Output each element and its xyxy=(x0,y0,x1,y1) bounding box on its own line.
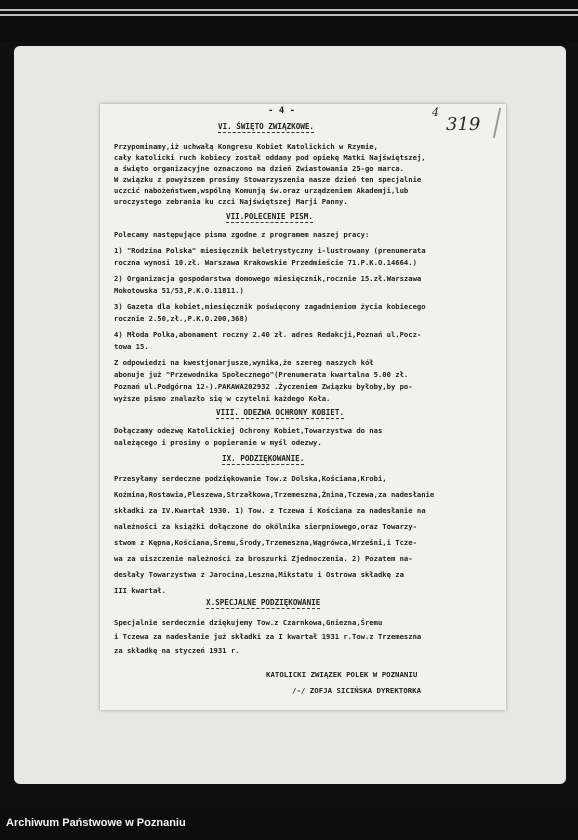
body-line: abonuje już "Przewodnika Społecznego"(Prenumerata kwartalna 5.00 zł. xyxy=(114,370,409,379)
body-line: III kwartał. xyxy=(114,586,166,595)
page-number: - 4 - xyxy=(268,106,296,116)
body-line: Specjalnie serdecznie dziękujemy Tow.z Czarnkowa,Gniezna,Śremu xyxy=(114,618,383,627)
body-line: 1) "Rodzina Polska" miesięcznik beletrystyczny i-lustrowany (prenumerata xyxy=(114,246,426,255)
heading-section-8-text: VIII. ODEZWA OCHRONY KOBIET. xyxy=(216,408,345,417)
body-line: należącego i prosimy o popieranie w myśl odezwy. xyxy=(114,438,322,447)
body-line: uroczystego zebrania ku czci Najświętszej Marji Panny. xyxy=(114,197,348,206)
signature-organization: KATOLICKI ZWIĄZEK POLEK W POZNANIU xyxy=(266,670,418,679)
body-line: Z odpowiedzi na kwestjonarjusze,wynika,że szereg naszych kół xyxy=(114,358,374,367)
body-line: i Tczewa za nadesłanie już składki za I kwartał 1931 r.Tow.z Trzemeszna xyxy=(114,632,422,641)
top-rule xyxy=(0,9,578,11)
body-line: towa 15. xyxy=(114,342,149,351)
heading-section-9 xyxy=(222,454,304,465)
body-line: Przypominamy,iż uchwałą Kongresu Kobiet Katolickich w Rzymie, xyxy=(114,142,378,151)
handwritten-folio-number: 319 xyxy=(446,114,481,135)
body-line: cały katolicki ruch kobiecy został oddany pod opiekę Matki Najświętszej, xyxy=(114,153,426,162)
body-line: 3) Gazeta dla kobiet,miesięcznik poświęcony zagadnieniom życia kobiecego xyxy=(114,302,426,311)
heading-section-6-text: VI. ŚWIĘTO ZWIĄZKOWE. xyxy=(218,122,315,131)
body-line: W związku z powyższem prosimy Stowarzyszenia nasze dzień ten specjalnie xyxy=(114,175,422,184)
body-line: Koźmina,Rostawia,Pleszewa,Strzałkowa,Trzemeszna,Żnina,Tczewa,za nadesłanie xyxy=(114,490,435,499)
footer-band xyxy=(0,808,578,840)
body-line: należności za książki dołączone do okólnika sierpniowego,oraz Towarzy- xyxy=(114,522,417,531)
body-line: roczna wynosi 10.zł. Warszawa Krakowskie Przedmieście 71.P.K.O.14664.) xyxy=(114,258,417,267)
body-line: Przesyłamy serdeczne podziękowanie Tow.z Dolska,Kościana,Krobi, xyxy=(114,474,387,483)
heading-section-10-text: X.SPECJALNE PODZIĘKOWANIE xyxy=(206,598,321,607)
fold-mark xyxy=(493,108,515,138)
body-line: wyższe pismo znalazło się w czytelni każdego Koła. xyxy=(114,394,331,403)
body-line: rocznie 2.50,zł.,P.K.O.200,368) xyxy=(114,314,249,323)
body-line: Mokotowska 51/53,P.K.O.11811.) xyxy=(114,286,244,295)
heading-section-7 xyxy=(226,212,313,223)
body-line: desłały Towarzystwa z Jarocina,Leszna,Mikstatu i Ostrowa składkę za xyxy=(114,570,404,579)
heading-section-10 xyxy=(206,598,320,609)
body-line: a święto organizacyjne oznaczono na dzień Zwiastowania 25-go marca. xyxy=(114,164,404,173)
body-line: 2) Organizacja gospodarstwa domowego miesięcznik,rocznie 15.zł.Warszawa xyxy=(114,274,422,283)
top-rule-second xyxy=(0,14,578,16)
scan-area xyxy=(0,42,578,808)
heading-section-9-text: IX. PODZIĘKOWANIE. xyxy=(222,454,305,463)
handwritten-mark-small: 4 xyxy=(432,106,439,119)
body-line: Poznań ul.Podgórna 12-).PAKAWA202932 .Życzeniem Związku byłoby,by po- xyxy=(114,382,413,391)
heading-section-7-text: VII.POLECENIE PISM. xyxy=(226,212,313,221)
document-page xyxy=(100,104,506,710)
body-line: uczcić nabożeństwem,wspólną Komunją św.oraz urządzeniem Akademji,lub xyxy=(114,186,409,195)
top-dark-band xyxy=(0,0,578,42)
archive-label: Archiwum Państwowe w Poznaniu xyxy=(6,817,186,829)
body-line: stwom z Kępna,Kościana,Śremu,Środy,Trzemeszna,Wągrówca,Wrześni,i Tcze- xyxy=(114,538,417,547)
body-line: Polecamy następujące pisma zgodne z programem naszej pracy: xyxy=(114,230,370,239)
body-line: składki za IV.Kwartał 1930. 1) Tow. z Tczewa i Kościana za nadesłanie na xyxy=(114,506,426,515)
outer-sheet xyxy=(14,46,566,784)
body-line: za składkę na styczeń 1931 r. xyxy=(114,646,240,655)
heading-section-6 xyxy=(218,122,314,133)
body-line: wa za uiszczenie należności za broszurki Zjednoczenia. 2) Pozatem na- xyxy=(114,554,413,563)
body-line: 4) Młoda Polka,abonament roczny 2.40 zł. adres Redakcji,Poznań ul.Pocz- xyxy=(114,330,422,339)
heading-section-8 xyxy=(216,408,344,419)
body-line: Dołączamy odezwę Katolickiej Ochrony Kobiet,Towarzystwa do nas xyxy=(114,426,383,435)
signature-name: /-/ ZOFJA SICIŃSKA DYREKTORKA xyxy=(292,686,422,695)
